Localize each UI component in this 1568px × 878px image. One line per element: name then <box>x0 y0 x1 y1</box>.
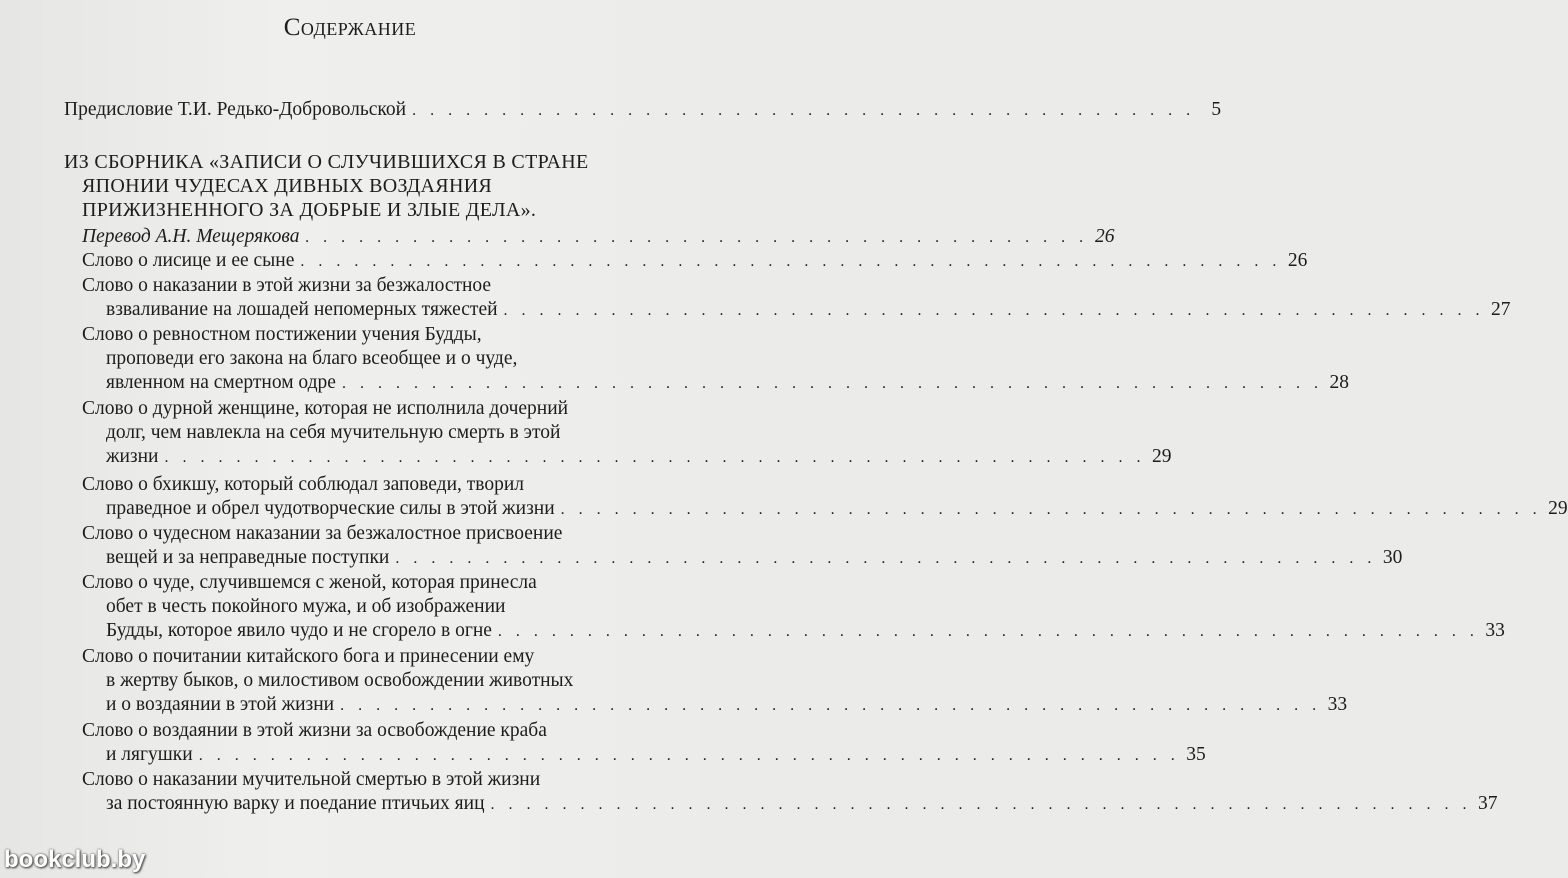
toc-entry-text: и о воздаянии в этой жизни <box>106 694 335 716</box>
toc-entry-last-line <box>82 249 1308 274</box>
toc-entry-text: долг, чем навлекла на себя мучительную смерть в этой <box>106 422 561 444</box>
toc-entry-last-line <box>106 546 1403 571</box>
leader-dots: . . . . . . . . . . . . . . . . . . . . . . . . . . . . . . . . . . . . . . . . . . . . . . . . . . . . . . . <box>395 550 1377 568</box>
toc-entry-text: Слово о чуде, случившемся с женой, которая принесла <box>82 572 537 593</box>
toc-entry-last-line <box>106 445 1172 470</box>
toc-entry-text: Слово о наказании мучительной смертью в этой жизни <box>82 769 541 790</box>
toc-page-number: 26 <box>1287 250 1308 271</box>
toc-entry-text: взваливание на лошадей непомерных тяжестей <box>106 299 498 321</box>
translator-text: Перевод А.Н. Мещерякова <box>82 226 300 247</box>
toc-entry-last-line <box>106 743 1206 768</box>
toc-entry-last-line <box>106 298 1511 323</box>
toc-entry-last-line <box>106 792 1498 817</box>
toc-translator <box>82 225 1115 250</box>
toc-entry-text: Слово о чудесном наказании за безжалостное присвоение <box>82 523 563 544</box>
toc-entry-text: праведное и обрел чудотворческие силы в этой жизни <box>106 498 555 520</box>
toc-page-number: 35 <box>1186 744 1206 766</box>
toc-page-number: 28 <box>1329 372 1349 394</box>
watermark-text: bookclub.by <box>4 846 146 873</box>
toc-preface <box>64 98 1222 123</box>
toc-entry-last-line <box>106 693 1348 718</box>
leader-dots: . . . . . . . . . . . . . . . . . . . . . . . . . . . . . . . . . . . . . . . . . . . . . . . . . . . . . . . <box>340 697 1322 715</box>
leader-dots: . . . . . . . . . . . . . . . . . . . . . . . . . . . . . . . . . . . . . . . . . . . . . . . . . . . . . . . <box>341 375 1323 393</box>
toc-entry-text: Слово о дурной женщине, которая не исполнила дочерний <box>82 398 569 419</box>
toc-entry-text: Слово о почитании китайского бога и принесении ему <box>82 646 535 667</box>
toc-page-number: 29 <box>1151 446 1172 468</box>
toc-entry-last-line <box>106 371 1349 396</box>
toc-page-number: 27 <box>1491 299 1511 321</box>
leader-dots: . . . . . . . . . . . . . . . . . . . . . . . . . . . . . . . . . . . . . . . . . . . . . . . . . . . . . . . <box>503 302 1485 320</box>
toc-page-number: 33 <box>1327 694 1348 716</box>
leader-dots: . . . . . . . . . . . . . . . . . . . . . . . . . . . . . . . . . . . . . . . . . . . . <box>412 102 1196 119</box>
toc-entry-text: Слово о воздаянии в этой жизни за освобождение краба <box>82 720 547 741</box>
toc-entry-text: Слово о лисице и ее сыне <box>82 250 295 271</box>
toc-entry-text: явленном на смертном одре <box>106 372 336 394</box>
leader-dots: . . . . . . . . . . . . . . . . . . . . . . . . . . . . . . . . . . . . . . . . . . . . . . . . . . . . . . . <box>490 796 1472 814</box>
section-heading-line-3: ПРИЖИЗНЕННОГО ЗА ДОБРЫЕ И ЗЛЫЕ ДЕЛА». <box>82 199 537 221</box>
toc-entry-text: Слово о ревностном постижении учения Будды, <box>82 324 482 345</box>
leader-dots: . . . . . . . . . . . . . . . . . . . . . . . . . . . . . . . . . . . . . . . . . . . . <box>305 229 1089 246</box>
toc-page-number: 30 <box>1382 547 1403 569</box>
toc-entry-text: Слово о бхикшу, который соблюдал заповеди, творил <box>82 474 525 495</box>
toc-page-number: 5 <box>1211 99 1222 120</box>
toc-page-number: 26 <box>1094 226 1115 247</box>
toc-entry-text: вещей и за неправедные поступки <box>106 547 390 569</box>
toc-entry-last-line <box>106 497 1568 522</box>
toc-entry-text: проповеди его закона на благо всеобщее и о чуде, <box>106 348 518 370</box>
toc-page-number: 33 <box>1485 620 1505 642</box>
leader-dots: . . . . . . . . . . . . . . . . . . . . . . . . . . . . . . . . . . . . . . . . . . . . . . . . . . . . . . . <box>300 253 1282 270</box>
toc-page-number: 29 <box>1548 498 1568 520</box>
leader-dots: . . . . . . . . . . . . . . . . . . . . . . . . . . . . . . . . . . . . . . . . . . . . . . . . . . . . . . . <box>164 449 1146 467</box>
toc-entry-text: Слово о наказании в этой жизни за безжалостное <box>82 275 492 296</box>
toc-entry-text: и лягушки <box>106 744 193 766</box>
toc-entry-text: обет в честь покойного мужа, и об изображении <box>106 596 506 618</box>
toc-entry-text: в жертву быков, о милостивом освобождении животных <box>106 670 574 692</box>
toc-entry-text: за постоянную варку и поедание птичьих яиц <box>106 793 485 815</box>
section-heading-line-2: ЯПОНИИ ЧУДЕСАХ ДИВНЫХ ВОЗДАЯНИЯ <box>82 175 493 197</box>
toc-entry-text: жизни <box>106 446 159 468</box>
leader-dots: . . . . . . . . . . . . . . . . . . . . . . . . . . . . . . . . . . . . . . . . . . . . . . . . . . . . . . . <box>198 747 1180 765</box>
toc-entry-text: Будды, которое явило чудо и не сгорело в огне <box>106 620 492 642</box>
leader-dots: . . . . . . . . . . . . . . . . . . . . . . . . . . . . . . . . . . . . . . . . . . . . . . . . . . . . . . . <box>497 623 1479 641</box>
toc-preface-text: Предисловие Т.И. Редько-Добровольской <box>64 99 407 120</box>
leader-dots: . . . . . . . . . . . . . . . . . . . . . . . . . . . . . . . . . . . . . . . . . . . . . . . . . . . . . . . <box>560 501 1542 519</box>
toc-entry-last-line <box>106 619 1505 644</box>
page-title: Содержание <box>283 14 417 41</box>
section-heading-line-1: ИЗ СБОРНИКА «ЗАПИСИ О СЛУЧИВШИХСЯ В СТРАНЕ <box>64 151 589 173</box>
toc-page-number: 37 <box>1478 793 1498 815</box>
